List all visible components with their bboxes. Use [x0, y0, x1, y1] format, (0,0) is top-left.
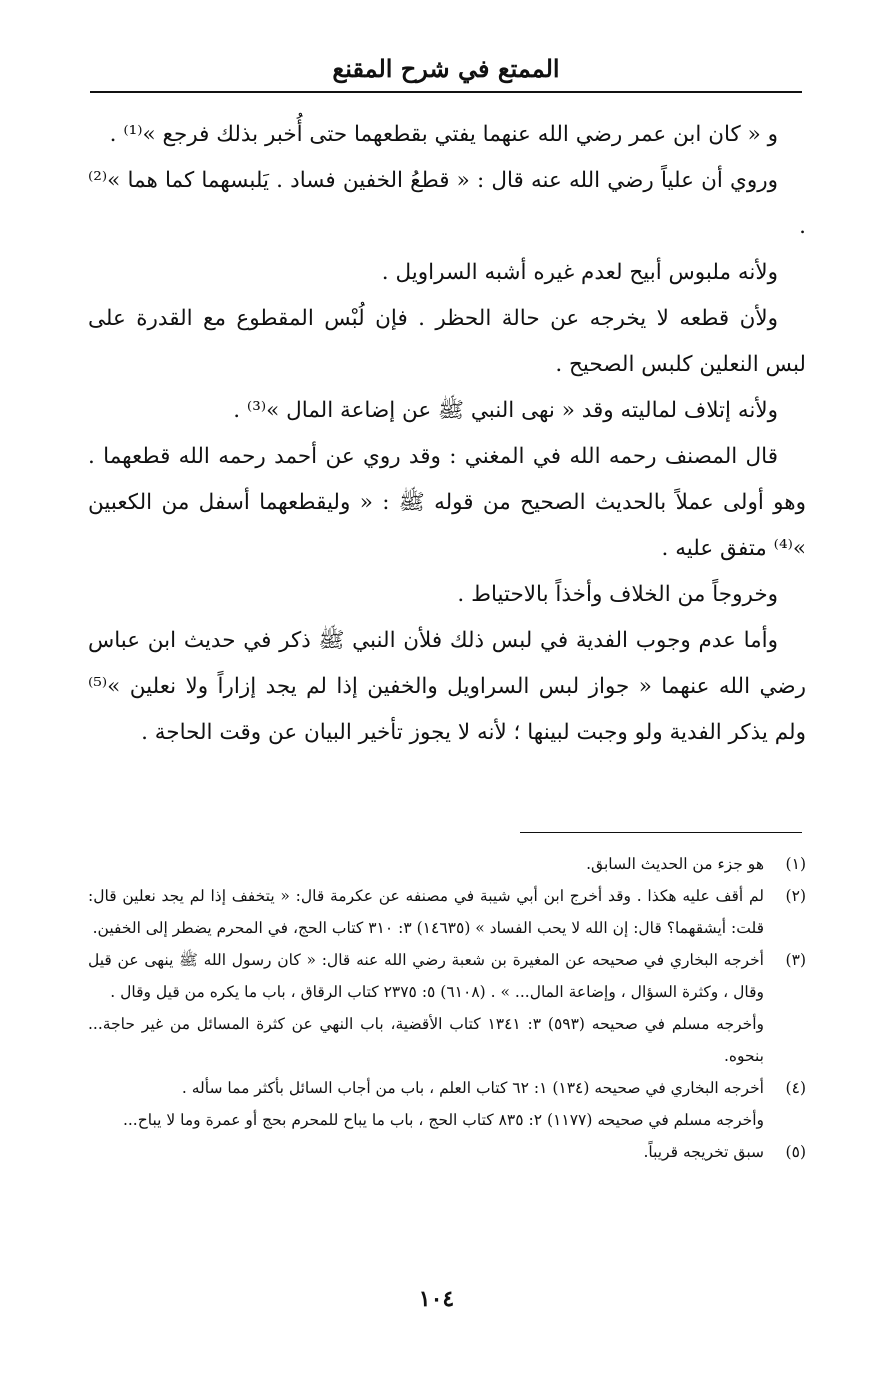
paragraph: ولأنه إتلاف لماليته وقد « نهى النبي ﷺ عن إضاعة المال »⁽³⁾ . — [233, 398, 778, 423]
main-text — [88, 112, 806, 756]
footnote-number: (٢) — [785, 887, 806, 905]
footnote-item — [88, 880, 806, 944]
footnote-item — [88, 1136, 806, 1168]
footnote-divider — [520, 832, 802, 833]
paragraph: و « كان ابن عمر رضي الله عنهما يفتي بقطعهما حتى أُخبر بذلك فرجع »⁽¹⁾ . — [109, 122, 778, 147]
footnotes — [88, 848, 806, 1168]
footnote-number: (٣) — [785, 951, 806, 969]
running-header: الممتع في شرح المقنع — [332, 54, 560, 83]
paragraph: وأما عدم وجوب الفدية في لبس ذلك فلأن النبي ﷺ ذكر في حديث ابن عباس رضي الله عنهما « جواز لبس السراويل والخفين إذا لم يجد إزاراً ولا نعلين »⁽⁵⁾ ولم يذكر الفدية ولو وجبت لبينها ؛ لأنه لا يجوز تأخير البيان عن وقت الحاجة . — [88, 628, 806, 745]
footnote-item — [88, 944, 806, 1008]
page-number: ١٠٤ — [418, 1286, 455, 1312]
footnote-text: أخرجه البخاري في صحيحه عن المغيرة بن شعبة رضي الله عنه قال: « كان رسول الله ﷺ ينهى عن قيل وقال ، وكثرة السؤال ، وإضاعة المال... » . (٦١٠٨) ٥: ٢٣٧٥ كتاب الرقاق ، باب ما يكره من قيل وقال . — [88, 951, 764, 1001]
paragraph: قال المصنف رحمه الله في المغني : وقد روي عن أحمد رحمه الله قطعهما . وهو أولى عملاً بالحديث الصحيح من قوله ﷺ : « وليقطعهما أسفل من الكعبين »⁽⁴⁾ متفق عليه . — [88, 444, 806, 561]
footnote-text: لم أقف عليه هكذا . وقد أخرج ابن أبي شيبة في مصنفه عن عكرمة قال: « يتخفف إذا لم يجد نعلين قال: قلت: أيشقهما؟ قال: إن الله لا يحب الفساد » (١٤٦٣٥) ٣: ٣١٠ كتاب الحج، في المحرم يضطر إلى الخفين. — [88, 887, 764, 937]
paragraph: ولأن قطعه لا يخرجه عن حالة الحظر . فإن لُبْس المقطوع مع القدرة على لبس النعلين كلبس الصحيح . — [88, 306, 806, 377]
paragraph: ولأنه ملبوس أبيح لعدم غيره أشبه السراويل . — [381, 260, 778, 285]
footnote-continuation: وأخرجه مسلم في صحيحه (١١٧٧) ٢: ٨٣٥ كتاب الحج ، باب ما يباح للمحرم بحج أو عمرة وما لا يباح... — [122, 1111, 764, 1129]
footnote-number: (٤) — [785, 1079, 806, 1097]
paragraph: وروي أن علياً رضي الله عنه قال : « قطعُ الخفين فساد . يَلبسهما كما هما »⁽²⁾ . — [88, 168, 806, 239]
footnote-number: (٥) — [785, 1143, 806, 1161]
header-divider — [90, 91, 802, 93]
paragraph: وخروجاً من الخلاف وأخذاً بالاحتياط . — [457, 582, 778, 607]
footnote-item — [88, 848, 806, 880]
footnote-text: سبق تخريجه قريباً. — [643, 1143, 764, 1161]
footnote-continuation: وأخرجه مسلم في صحيحه (٥٩٣) ٣: ١٣٤١ كتاب الأقضية، باب النهي عن كثرة المسائل من غير حاجة... بنحوه. — [88, 1015, 765, 1065]
footnote-number: (١) — [785, 855, 806, 873]
footnote-item — [88, 1072, 806, 1104]
footnote-text: هو جزء من الحديث السابق. — [586, 855, 764, 873]
footnote-text: أخرجه البخاري في صحيحه (١٣٤) ١: ٦٢ كتاب العلم ، باب من أجاب السائل بأكثر مما سأله . — [181, 1079, 764, 1097]
